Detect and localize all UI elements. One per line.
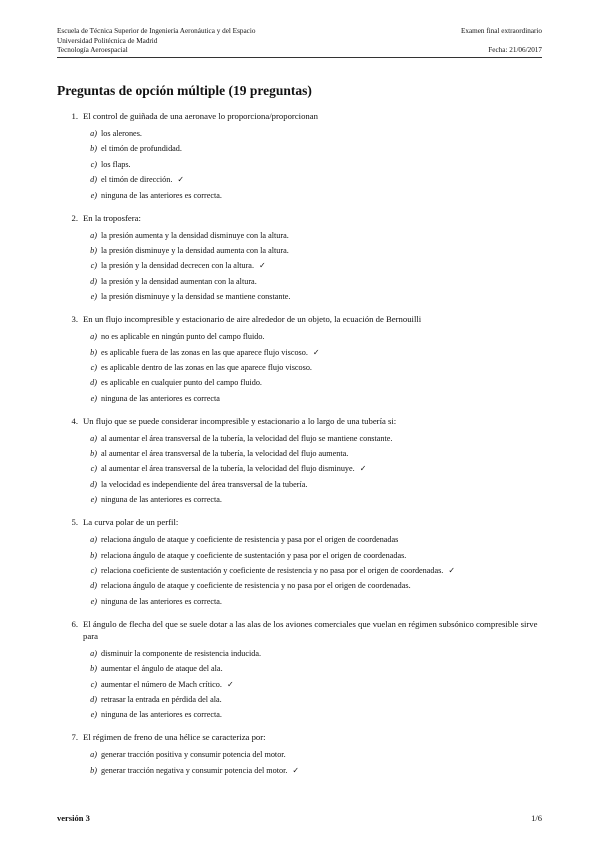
- version-label: versión 3: [57, 813, 90, 823]
- question-stem: [57, 415, 542, 427]
- option-letter: c): [90, 261, 97, 271]
- option-letter: d): [90, 694, 97, 704]
- question-3: [57, 313, 542, 405]
- option-text: el timón de dirección.: [101, 175, 173, 185]
- question-number: 1.: [71, 111, 78, 121]
- option-text: generar tracción positiva y consumir potencia del motor.: [101, 750, 286, 760]
- option-text: la presión y la densidad aumentan con la altura.: [101, 276, 257, 286]
- option-text: ninguna de las anteriores es correcta.: [101, 710, 222, 720]
- question-text: El control de guiñada de una aeronave lo proporciona/proporcionan: [83, 111, 318, 121]
- option-letter: a): [90, 332, 97, 342]
- option-letter: c): [90, 566, 97, 576]
- option-letter: b): [90, 347, 97, 357]
- answer-option: [86, 565, 542, 577]
- option-letter: c): [90, 464, 97, 474]
- option-text: generar tracción negativa y consumir potencia del motor.: [101, 765, 288, 775]
- question-6: [57, 618, 542, 722]
- checkmark-icon: ✓: [312, 347, 320, 357]
- option-letter: a): [90, 535, 97, 545]
- answer-option: [86, 276, 542, 288]
- question-stem: [57, 110, 542, 122]
- answer-option: [86, 648, 542, 660]
- option-list: [57, 433, 542, 507]
- option-letter: a): [90, 433, 97, 443]
- question-number: 6.: [71, 618, 78, 629]
- question-number: 3.: [71, 314, 78, 325]
- question-number: 7.: [71, 732, 78, 743]
- option-text: aumentar el ángulo de ataque del ala.: [101, 664, 223, 674]
- option-list: [57, 331, 542, 405]
- option-text: aumentar el número de Mach crítico.: [101, 679, 222, 689]
- section-title: Preguntas de opción múltiple (19 preguntas): [57, 83, 312, 98]
- option-letter: b): [90, 144, 97, 154]
- question-text: El régimen de freno de una hélice se caracteriza por:: [83, 732, 266, 743]
- header-row-2: [57, 37, 542, 47]
- answer-option: [86, 143, 542, 155]
- option-letter: c): [90, 159, 97, 169]
- option-letter: b): [90, 765, 97, 775]
- course-name: Tecnología Aeroespacial: [57, 46, 128, 54]
- checkmark-icon: ✓: [177, 175, 185, 185]
- option-letter: c): [90, 679, 97, 689]
- option-letter: e): [90, 596, 97, 606]
- page-footer: [57, 813, 542, 823]
- option-letter: e): [90, 393, 97, 403]
- answer-option: [86, 749, 542, 761]
- answer-option: [86, 159, 542, 171]
- answer-option: [86, 448, 542, 460]
- question-7: [57, 731, 542, 776]
- answer-option: [86, 494, 542, 506]
- option-letter: a): [90, 230, 97, 240]
- answer-option: [86, 463, 542, 475]
- option-letter: e): [90, 710, 97, 720]
- answer-option: [86, 128, 542, 140]
- option-letter: d): [90, 276, 97, 286]
- answer-option: [86, 534, 542, 546]
- option-letter: a): [90, 750, 97, 760]
- option-text: la presión disminuye y la densidad se mantiene constante.: [101, 292, 291, 302]
- option-text: al aumentar el área transversal de la tubería, la velocidad del flujo aumenta.: [101, 449, 349, 459]
- exam-date: Fecha: 21/06/2017: [488, 46, 542, 54]
- answer-option: [86, 479, 542, 491]
- answer-option: [86, 433, 542, 445]
- option-letter: b): [90, 449, 97, 459]
- option-text: no es aplicable en ningún punto del campo fluido.: [101, 332, 265, 342]
- option-text: los alerones.: [101, 129, 142, 138]
- option-letter: d): [90, 378, 97, 388]
- option-text: la presión disminuye y la densidad aumenta con la altura.: [101, 245, 289, 255]
- option-text: ninguna de las anteriores es correcta.: [101, 190, 222, 200]
- answer-option: [86, 331, 542, 343]
- option-text: es aplicable fuera de las zonas en las que aparece flujo viscoso.: [101, 347, 308, 357]
- option-text: relaciona ángulo de ataque y coeficiente de resistencia y pasa por el origen de coordenadas: [101, 535, 399, 545]
- question-stem: [57, 731, 542, 743]
- option-text: es aplicable en cualquier punto del campo fluido.: [101, 378, 262, 388]
- option-letter: e): [90, 292, 97, 302]
- answer-option: [86, 694, 542, 706]
- page-number: 1/6: [531, 813, 542, 823]
- question-list: [57, 110, 542, 787]
- answer-option: [86, 393, 542, 405]
- option-letter: b): [90, 245, 97, 255]
- option-letter: a): [90, 129, 97, 138]
- university-name: Universidad Politécnica de Madrid: [57, 36, 158, 45]
- answer-option: [86, 230, 542, 242]
- option-letter: d): [90, 175, 97, 185]
- header-rule: [57, 57, 542, 58]
- answer-option: [86, 362, 542, 374]
- question-text: La curva polar de un perfil:: [83, 517, 179, 528]
- option-text: relaciona coeficiente de sustentación y coeficiente de resistencia y no pasa por el origen de coordenadas.: [101, 566, 444, 576]
- question-number: 2.: [71, 212, 78, 223]
- answer-option: [86, 347, 542, 359]
- option-text: ninguna de las anteriores es correcta: [101, 393, 220, 403]
- option-letter: e): [90, 190, 97, 200]
- answer-option: [86, 709, 542, 721]
- answer-option: [86, 580, 542, 592]
- question-stem: [57, 618, 542, 642]
- option-text: ninguna de las anteriores es correcta.: [101, 596, 222, 606]
- checkmark-icon: ✓: [359, 464, 367, 474]
- option-letter: e): [90, 495, 97, 505]
- option-text: la presión y la densidad decrecen con la altura.: [101, 261, 254, 271]
- header-row-3: [57, 46, 542, 56]
- header-row-1: [57, 27, 542, 37]
- option-letter: c): [90, 362, 97, 372]
- answer-option: [86, 765, 542, 777]
- option-letter: d): [90, 479, 97, 489]
- answer-option: [86, 245, 542, 257]
- answer-option: [86, 190, 542, 202]
- question-text: El ángulo de flecha del que se suele dotar a las alas de los aviones comerciales que vuelan en régimen subsónico compresible sirve para: [83, 618, 538, 641]
- option-text: al aumentar el área transversal de la tubería, la velocidad del flujo disminuye.: [101, 464, 355, 474]
- question-stem: [57, 516, 542, 528]
- option-text: relaciona ángulo de ataque y coeficiente de sustentación y pasa por el origen de coordenadas.: [101, 550, 407, 560]
- option-text: es aplicable dentro de las zonas en las que aparece flujo viscoso.: [101, 362, 312, 372]
- answer-option: [86, 596, 542, 608]
- option-text: retrasar la entrada en pérdida del ala.: [101, 694, 222, 704]
- option-text: la velocidad es independiente del área transversal de la tubería.: [101, 479, 308, 489]
- answer-option: [86, 260, 542, 272]
- question-text: Un flujo que se puede considerar incompresible y estacionario a lo largo de una tubería si:: [83, 415, 397, 426]
- answer-option: [86, 663, 542, 675]
- question-5: [57, 516, 542, 608]
- question-4: [57, 415, 542, 507]
- option-text: al aumentar el área transversal de la tubería, la velocidad del flujo se mantiene constante.: [101, 433, 393, 443]
- school-name: Escuela de Técnica Superior de Ingeniería Aeronáutica y del Espacio: [57, 27, 256, 35]
- question-number: 5.: [71, 517, 78, 528]
- question-number: 4.: [71, 415, 78, 426]
- answer-option: [86, 174, 542, 186]
- answer-option: [86, 291, 542, 303]
- checkmark-icon: ✓: [259, 261, 266, 271]
- question-2: [57, 212, 542, 304]
- option-text: disminuir la componente de resistencia inducida.: [101, 648, 262, 658]
- option-list: [57, 749, 542, 776]
- option-letter: b): [90, 550, 97, 560]
- checkmark-icon: ✓: [292, 765, 300, 775]
- option-list: [57, 534, 542, 608]
- option-list: [57, 648, 542, 722]
- answer-option: [86, 550, 542, 562]
- option-text: la presión aumenta y la densidad disminuye con la altura.: [101, 230, 289, 240]
- checkmark-icon: ✓: [226, 679, 234, 689]
- question-1: [57, 110, 542, 202]
- answer-option: [86, 377, 542, 389]
- option-list: [57, 128, 542, 202]
- option-list: [57, 230, 542, 304]
- answer-option: [86, 679, 542, 691]
- question-stem: [57, 313, 542, 325]
- option-text: ninguna de las anteriores es correcta.: [101, 495, 222, 505]
- option-letter: d): [90, 581, 97, 591]
- exam-name: Examen final extraordinario: [460, 27, 542, 35]
- option-text: el timón de profundidad.: [101, 144, 182, 154]
- question-text: En un flujo incompresible y estacionario de aire alrededor de un objeto, la ecuación de Bernouilli: [83, 314, 422, 325]
- option-letter: b): [90, 664, 97, 674]
- page-header: [57, 27, 542, 56]
- checkmark-icon: ✓: [448, 566, 456, 576]
- question-text: En la troposfera:: [83, 212, 141, 223]
- question-stem: [57, 212, 542, 224]
- option-text: relaciona ángulo de ataque y coeficiente de resistencia y no pasa por el origen de coordenadas.: [101, 581, 411, 591]
- option-text: los flaps.: [101, 159, 131, 169]
- option-letter: a): [90, 648, 97, 658]
